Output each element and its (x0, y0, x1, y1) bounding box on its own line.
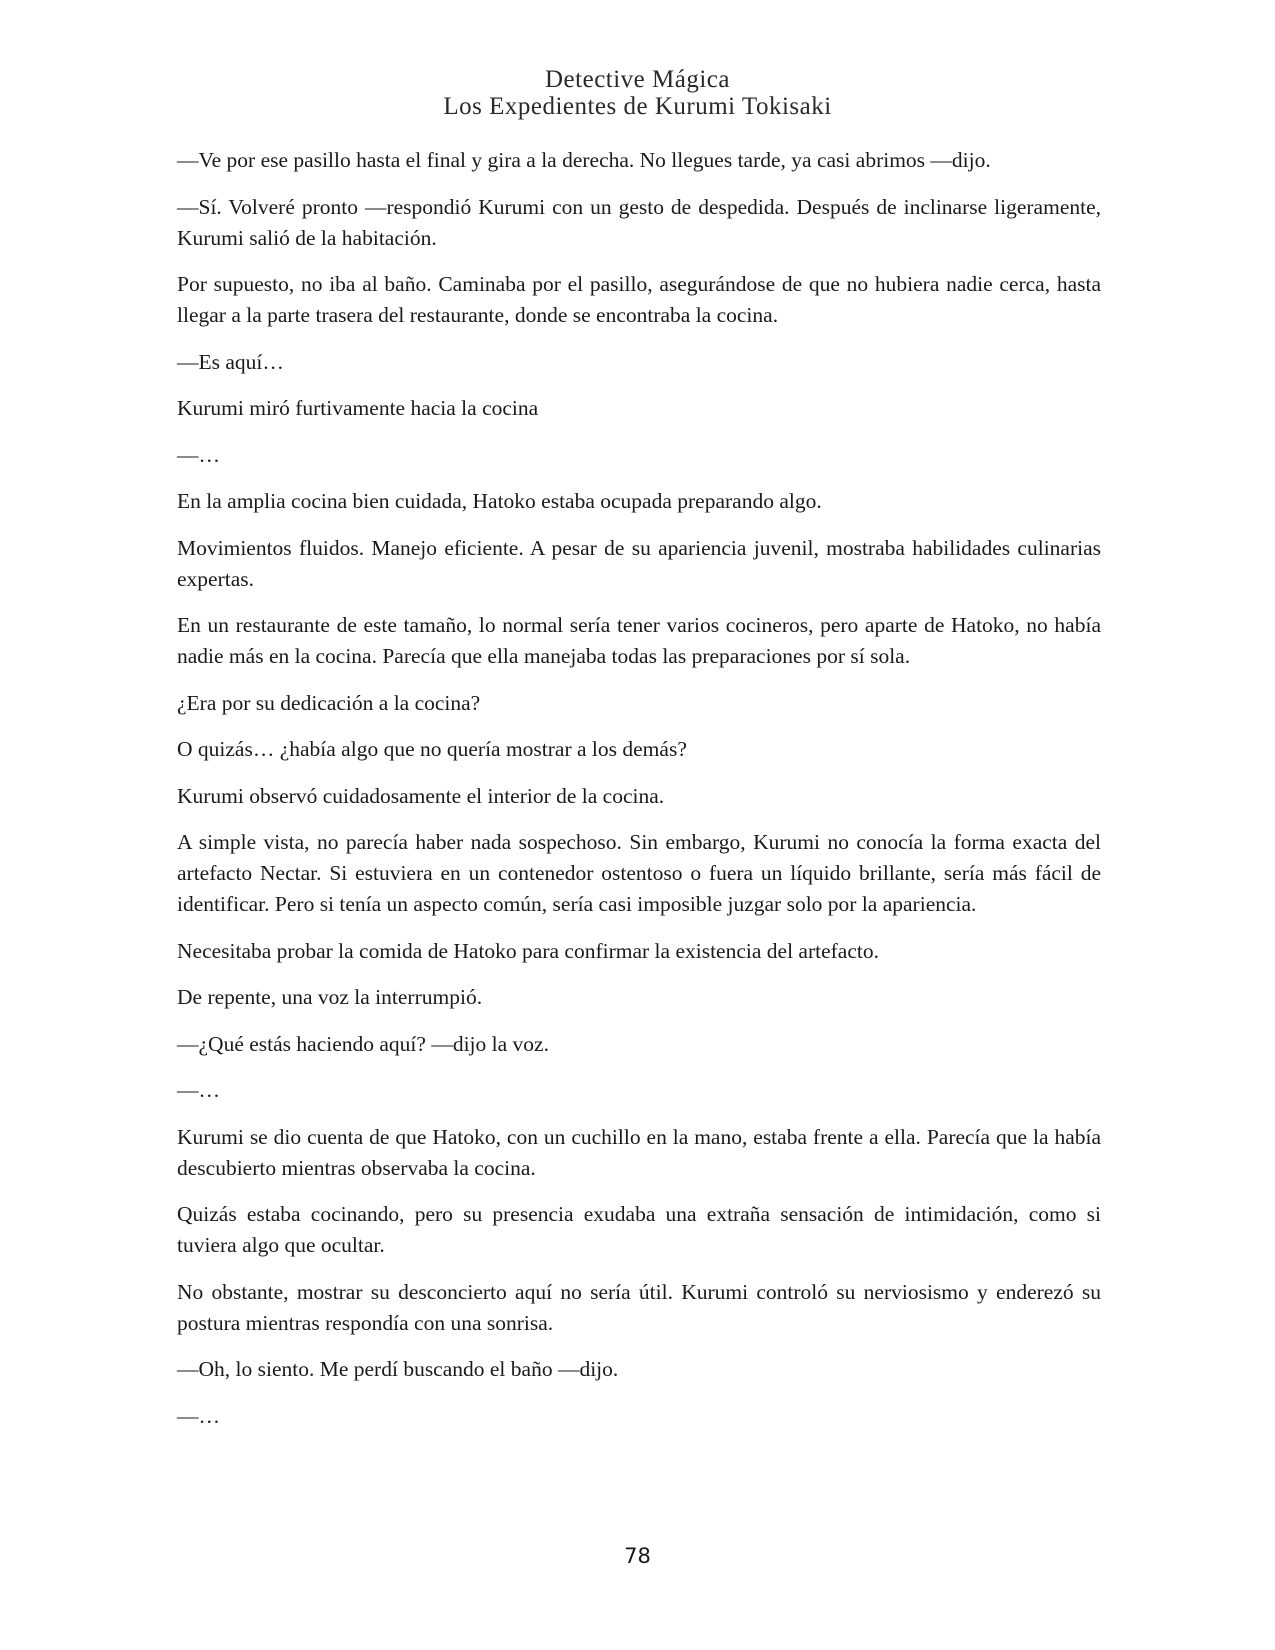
paragraph: O quizás… ¿había algo que no quería mostrar a los demás? (177, 737, 687, 761)
paragraph: —… (177, 1403, 220, 1428)
paragraph: Movimientos fluidos. Manejo eficiente. A pesar de su apariencia juvenil, mostraba habilidades culinarias expertas. (177, 535, 1101, 591)
paragraph: Quizás estaba cocinando, pero su presencia exudaba una extraña sensación de intimidación, como si tuviera algo que ocultar. (177, 1202, 1101, 1257)
paragraph: Kurumi observó cuidadosamente el interior de la cocina. (177, 783, 665, 808)
paragraph: —Ve por ese pasillo hasta el final y gira a la derecha. No llegues tarde, ya casi abrimos —dijo. (177, 148, 991, 172)
book-subtitle: Los Expedientes de Kurumi Tokisaki (443, 93, 832, 120)
paragraph: En la amplia cocina bien cuidada, Hatoko estaba ocupada preparando algo. (177, 489, 822, 513)
paragraph: En un restaurante de este tamaño, lo normal sería tener varios cocineros, pero aparte de Hatoko, no había nadie más en la cocina. Parecía que ella manejaba todas las preparaciones por sí sola. (177, 613, 1101, 668)
paragraph: Por supuesto, no iba al baño. Caminaba por el pasillo, asegurándose de que no hubiera nadie cerca, hasta llegar a la parte trasera del restaurante, donde se encontraba la cocina. (177, 272, 1101, 327)
paragraph: Kurumi se dio cuenta de que Hatoko, con un cuchillo en la mano, estaba frente a ella. Parecía que la había descubierto mientras observaba la cocina. (177, 1124, 1101, 1180)
paragraph: —Es aquí… (177, 349, 284, 374)
paragraph: —… (177, 1078, 220, 1102)
body-text (177, 145, 1101, 1447)
book-title: Detective Mágica (545, 66, 730, 93)
paragraph: A simple vista, no parecía haber nada sospechoso. Sin embargo, Kurumi no conocía la forma exacta del artefacto Nectar. Si estuviera en un contenedor ostentoso o fuera un líquido brillante, sería más fácil de identificar. Pero si tenía un aspecto común, sería casi imposible juzgar solo por la apariencia. (177, 830, 1101, 916)
running-header (0, 66, 1275, 120)
paragraph: —… (177, 442, 220, 467)
paragraph: —¿Qué estás haciendo aquí? —dijo la voz. (177, 1031, 549, 1056)
paragraph: —Sí. Volveré pronto —respondió Kurumi con un gesto de despedida. Después de inclinarse ligeramente, Kurumi salió de la habitación. (177, 194, 1101, 250)
paragraph: De repente, una voz la interrumpió. (177, 985, 483, 1009)
paragraph: Kurumi miró furtivamente hacia la cocina (177, 396, 539, 420)
paragraph: ¿Era por su dedicación a la cocina? (177, 690, 481, 715)
paragraph: No obstante, mostrar su desconcierto aquí no sería útil. Kurumi controló su nerviosismo y enderezó su postura mientras respondía con una sonrisa. (177, 1279, 1101, 1335)
paragraph: —Oh, lo siento. Me perdí buscando el baño —dijo. (177, 1357, 619, 1381)
page-number: 78 (624, 1544, 651, 1568)
paragraph: Necesitaba probar la comida de Hatoko para confirmar la existencia del artefacto. (177, 938, 879, 963)
